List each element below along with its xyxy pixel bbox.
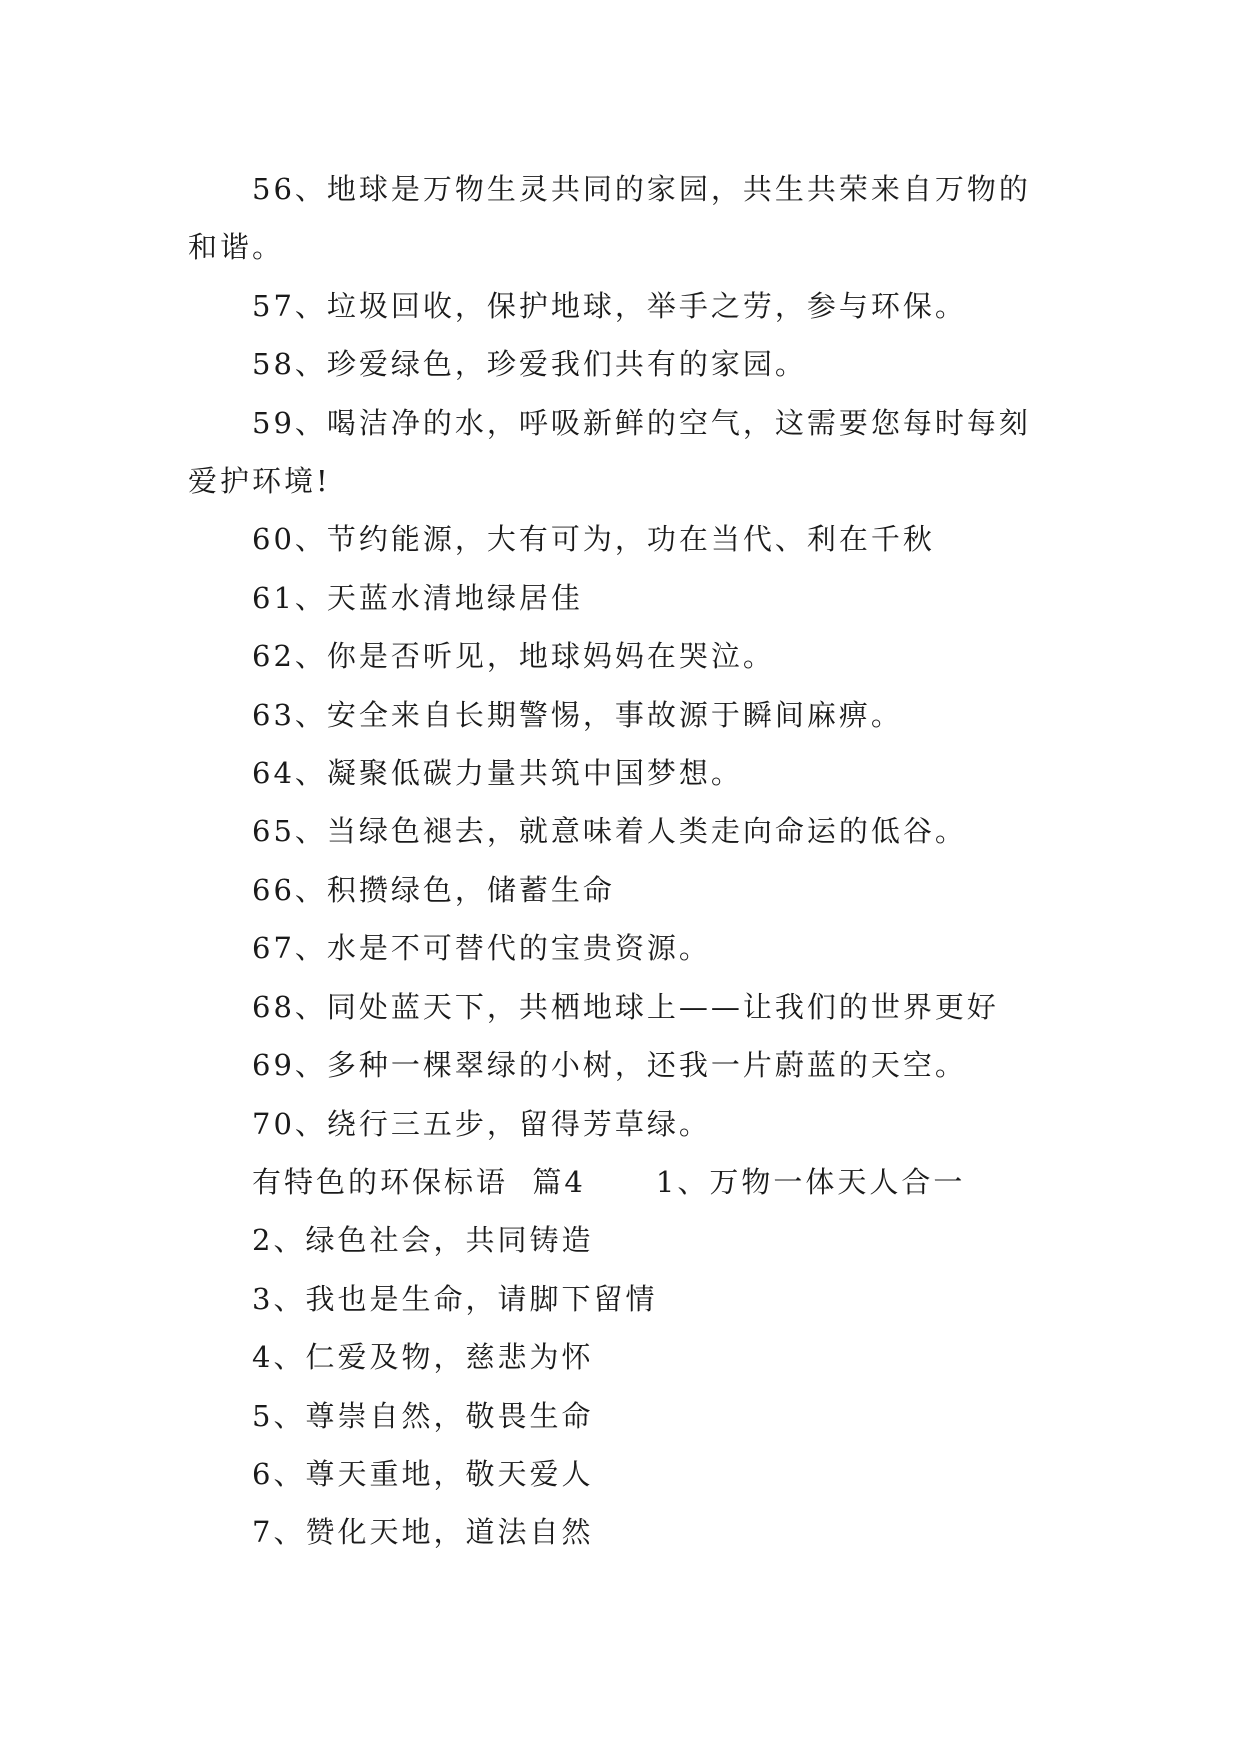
slogan-line: 63、安全来自长期警惕，事故源于瞬间麻痹。 bbox=[252, 697, 903, 732]
slogan-line: 56、地球是万物生灵共同的家园，共生共荣来自万物的 bbox=[252, 172, 1031, 206]
slogan-line: 65、当绿色褪去，就意味着人类走向命运的低谷。 bbox=[252, 814, 967, 849]
slogan-line: 66、积攒绿色，储蓄生命 bbox=[252, 872, 615, 907]
slogan-line: 61、天蓝水清地绿居佳 bbox=[252, 580, 583, 615]
slogan-line: 5、尊崇自然，敬畏生命 bbox=[252, 1398, 594, 1433]
slogan-line: 59、喝洁净的水，呼吸新鲜的空气，这需要您每时每刻 bbox=[252, 405, 1031, 440]
slogan-line: 7、赞化天地，道法自然 bbox=[252, 1515, 594, 1550]
slogan-line: 60、节约能源，大有可为，功在当代、利在千秋 bbox=[252, 522, 935, 557]
slogan-line: 3、我也是生命，请脚下留情 bbox=[252, 1281, 658, 1316]
slogan-item-5 bbox=[188, 1387, 1048, 1445]
document-body bbox=[188, 160, 1048, 1562]
section-heading bbox=[188, 1153, 1048, 1211]
slogan-item-2 bbox=[188, 1211, 1048, 1269]
slogan-paragraph-59 bbox=[188, 394, 1048, 452]
slogan-paragraph-68 bbox=[188, 978, 1048, 1036]
slogan-paragraph-65 bbox=[188, 802, 1048, 860]
slogan-line: 和谐。 bbox=[188, 230, 285, 265]
slogan-line: 57、垃圾回收，保护地球，举手之劳，参与环保。 bbox=[252, 288, 967, 323]
section-title: 有特色的环保标语 篇4 bbox=[252, 1164, 586, 1199]
slogan-line: 64、凝聚低碳力量共筑中国梦想。 bbox=[252, 756, 743, 791]
section-first-item: 1、万物一体天人合一 bbox=[655, 1164, 966, 1199]
slogan-paragraph-63 bbox=[188, 686, 1048, 744]
slogan-paragraph-62 bbox=[188, 627, 1048, 685]
slogan-line: 69、多种一棵翠绿的小树，还我一片蔚蓝的天空。 bbox=[252, 1048, 967, 1083]
slogan-item-6 bbox=[188, 1445, 1048, 1503]
slogan-paragraph-56 bbox=[188, 160, 1048, 218]
slogan-paragraph-70 bbox=[188, 1095, 1048, 1153]
slogan-paragraph-69 bbox=[188, 1036, 1048, 1094]
slogan-line: 62、你是否听见，地球妈妈在哭泣。 bbox=[252, 639, 775, 674]
slogan-paragraph-58 bbox=[188, 335, 1048, 393]
slogan-item-4 bbox=[188, 1328, 1048, 1386]
slogan-paragraph-59-continued bbox=[188, 452, 1048, 510]
slogan-paragraph-60 bbox=[188, 510, 1048, 568]
slogan-line: 68、同处蓝天下，共栖地球上——让我们的世界更好 bbox=[252, 989, 999, 1024]
slogan-paragraph-67 bbox=[188, 919, 1048, 977]
slogan-line: 70、绕行三五步，留得芳草绿。 bbox=[252, 1106, 711, 1141]
slogan-item-7 bbox=[188, 1503, 1048, 1561]
slogan-paragraph-57 bbox=[188, 277, 1048, 335]
slogan-line: 2、绿色社会，共同铸造 bbox=[252, 1223, 594, 1258]
slogan-paragraph-61 bbox=[188, 569, 1048, 627]
slogan-paragraph-64 bbox=[188, 744, 1048, 802]
slogan-line: 4、仁爱及物，慈悲为怀 bbox=[252, 1340, 594, 1375]
slogan-item-3 bbox=[188, 1270, 1048, 1328]
slogan-paragraph-56-continued bbox=[188, 218, 1048, 276]
slogan-line: 58、珍爱绿色，珍爱我们共有的家园。 bbox=[252, 347, 807, 382]
slogan-line: 6、尊天重地，敬天爱人 bbox=[252, 1456, 594, 1491]
slogan-line: 67、水是不可替代的宝贵资源。 bbox=[252, 931, 711, 966]
slogan-line: 爱护环境! bbox=[188, 464, 331, 499]
slogan-paragraph-66 bbox=[188, 861, 1048, 919]
